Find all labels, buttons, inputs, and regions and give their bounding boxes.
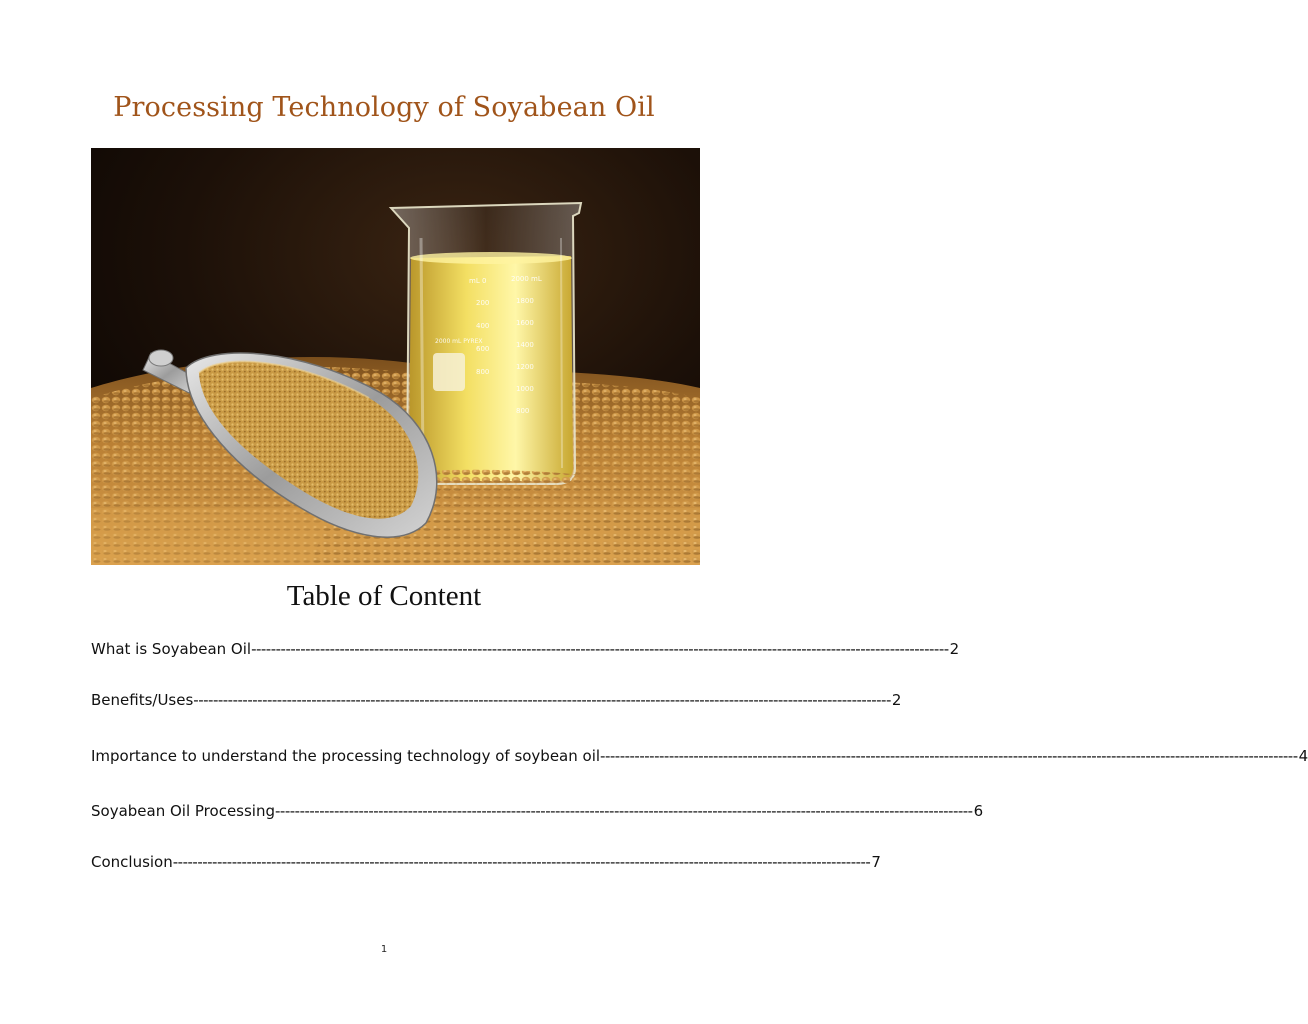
beaker-left-mark: 600	[476, 345, 490, 353]
toc-heading: Table of Content	[286, 580, 482, 612]
beaker-left-mark: 400	[476, 322, 490, 330]
toc-leader: ----------------------------------------------------------------------------------------------------------------------------------------------	[251, 640, 949, 658]
toc-entry-label: Benefits/Uses	[91, 691, 194, 709]
toc-entry-what-is-soyabean-oil[interactable]	[91, 636, 960, 658]
toc-entry-page: 7	[871, 853, 881, 871]
toc-entry-page: 4	[1298, 747, 1308, 765]
soybean-oil-photo	[91, 148, 700, 565]
document-title: Processing Technology of Soyabean Oil	[113, 92, 655, 123]
toc-leader: ----------------------------------------------------------------------------------------------------------------------------------------------	[600, 747, 1298, 765]
beaker-left-mark: 800	[476, 368, 490, 376]
beaker-right-mark: 1000	[516, 385, 534, 393]
toc-entry-label: What is Soyabean Oil	[91, 640, 252, 658]
toc-entry-label: Soyabean Oil Processing	[91, 802, 275, 820]
toc-entry-importance[interactable]	[91, 743, 1308, 765]
toc-entry-page: 2	[949, 640, 960, 658]
hero-image	[91, 148, 700, 565]
beaker-right-mark: 1400	[516, 341, 534, 349]
beaker-left-mark: 200	[476, 299, 490, 307]
toc-entry-page: 2	[891, 691, 902, 709]
beaker-right-mark: 800	[516, 407, 530, 415]
beaker-right-mark: 1600	[516, 319, 534, 327]
toc-leader: ----------------------------------------------------------------------------------------------------------------------------------------------	[275, 802, 973, 820]
toc-entry-label: Importance to understand the processing technology of soybean oil	[91, 747, 601, 765]
toc-entry-soyabean-oil-processing[interactable]	[91, 798, 984, 820]
toc-leader: ----------------------------------------------------------------------------------------------------------------------------------------------	[193, 691, 891, 709]
beaker-unit-left: mL 0	[469, 277, 487, 285]
toc-leader: ----------------------------------------------------------------------------------------------------------------------------------------------	[172, 853, 871, 871]
toc-entry-conclusion[interactable]	[91, 849, 881, 871]
beaker-right-mark: 1200	[516, 363, 534, 371]
toc-entry-label: Conclusion	[91, 853, 173, 871]
beaker-badge: 2000 mL PYREX	[435, 338, 483, 345]
beaker-unit-right: 2000 mL	[511, 275, 542, 283]
toc-entry-page: 6	[973, 802, 984, 820]
page-number: 1	[380, 944, 388, 955]
toc-entry-benefits-uses[interactable]	[91, 687, 902, 709]
beaker-right-mark: 1800	[516, 297, 534, 305]
